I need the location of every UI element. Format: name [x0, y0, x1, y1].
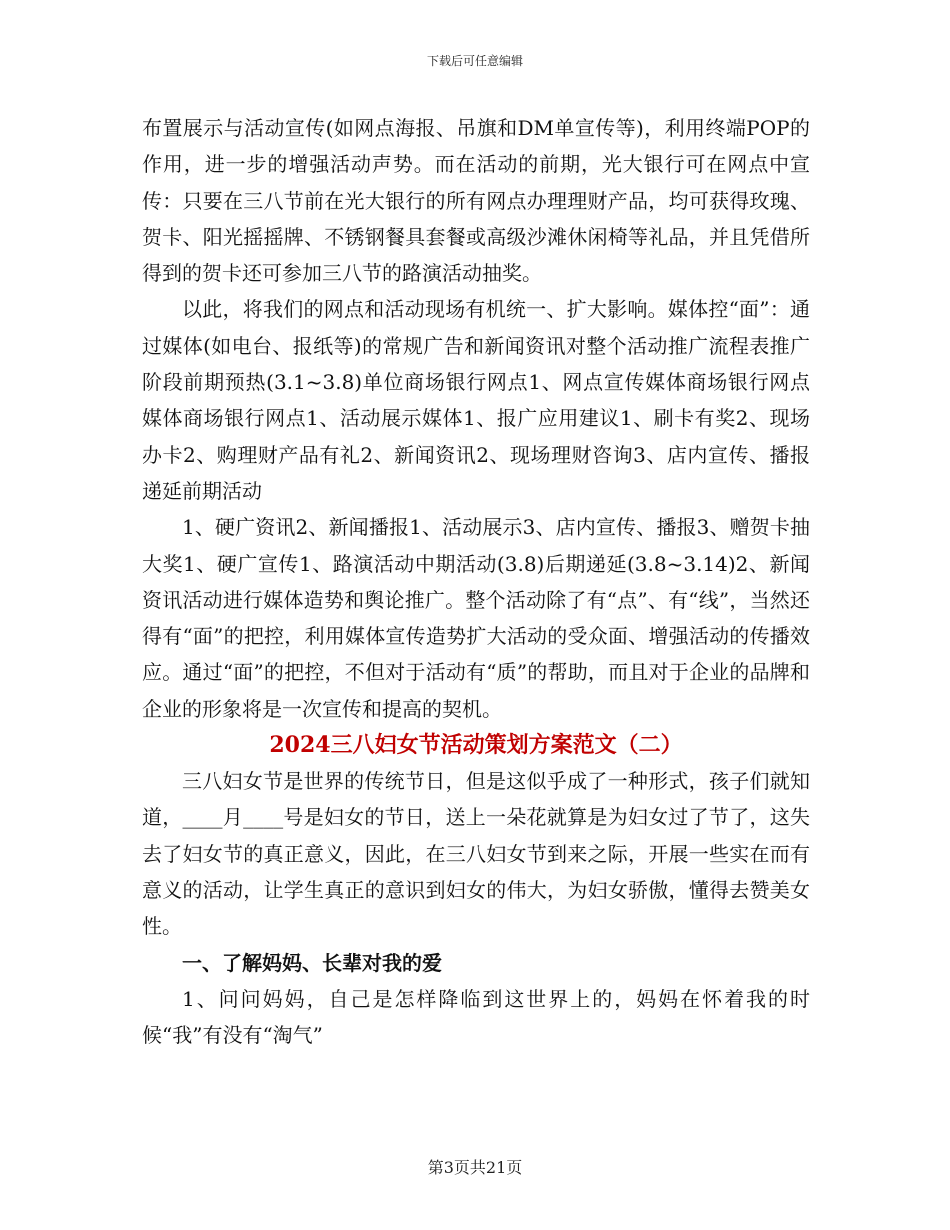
section-title: 2024三八妇女节活动策划方案范文（二）: [269, 732, 683, 759]
paragraph-media-schedule: 1、硬广资讯2、新闻播报1、活动展示3、店内宣传、播报3、赠贺卡抽大奖1、硬广宣传1、路演活动中期活动(3.8)后期递延(3.8~3.14)2、新闻资讯活动进行媒体造势和舆论推广。整个活动除了有“点”、有“线”，当然还得有“面”的把控，利用媒体宣传造势扩大活动的受众面、增强活动的传播效应。通过“面”的把控，不但对于活动有“质”的帮助，而且对于企业的品牌和企业的形象将是一次宣传和提高的契机。: [142, 515, 810, 721]
list-item-ask-mother: 1、问问妈妈，自己是怎样降临到这世界上的，妈妈在怀着我的时候“我”有没有“淘气”: [142, 986, 810, 1048]
paragraph-womens-day-intro: 三八妇女节是世界的传统节日，但是这似乎成了一种形式，孩子们就知道，____月____号是妇女的节日，送上一朵花就算是为妇女过了节了，这失去了妇女节的真正意义，因此，在三八妇女节到来之际，开展一些实在而有意义的活动，让学生真正的意识到妇女的伟大，为妇女骄傲，懂得去赞美女性。: [142, 769, 810, 939]
page-number: 第3页共21页: [427, 1158, 523, 1177]
paragraph-media-control: 以此，将我们的网点和活动现场有机统一、扩大影响。媒体控“面”：通过媒体(如电台、报纸等)的常规广告和新闻资讯对整个活动推广流程表推广阶段前期预热(3.1~3.8)单位商场银行网点1、网点宣传媒体商场银行网点媒体商场银行网点1、活动展示媒体1、报广应用建议1、刷卡有奖2、现场办卡2、购理财产品有礼2、新闻资讯2、现场理财咨询3、店内宣传、播报递延前期活动: [142, 297, 810, 503]
document-body: [142, 110, 810, 1053]
page-header: 下载后可任意编辑: [426, 54, 523, 68]
paragraph-promotion-display: 布置展示与活动宣传(如网点海报、吊旗和DM单宣传等)，利用终端POP的作用，进一步的增强活动声势。而在活动的前期，光大银行可在网点中宣传：只要在三八节前在光大银行的所有网点办理理财产品，均可获得玫瑰、贺卡、阳光摇摇牌、不锈钢餐具套餐或高级沙滩休闲椅等礼品，并且凭借所得到的贺卡还可参加三八节的路演活动抽奖。: [142, 116, 810, 286]
heading-understand-mother-love: 一、了解妈妈、长辈对我的爱: [182, 950, 442, 975]
